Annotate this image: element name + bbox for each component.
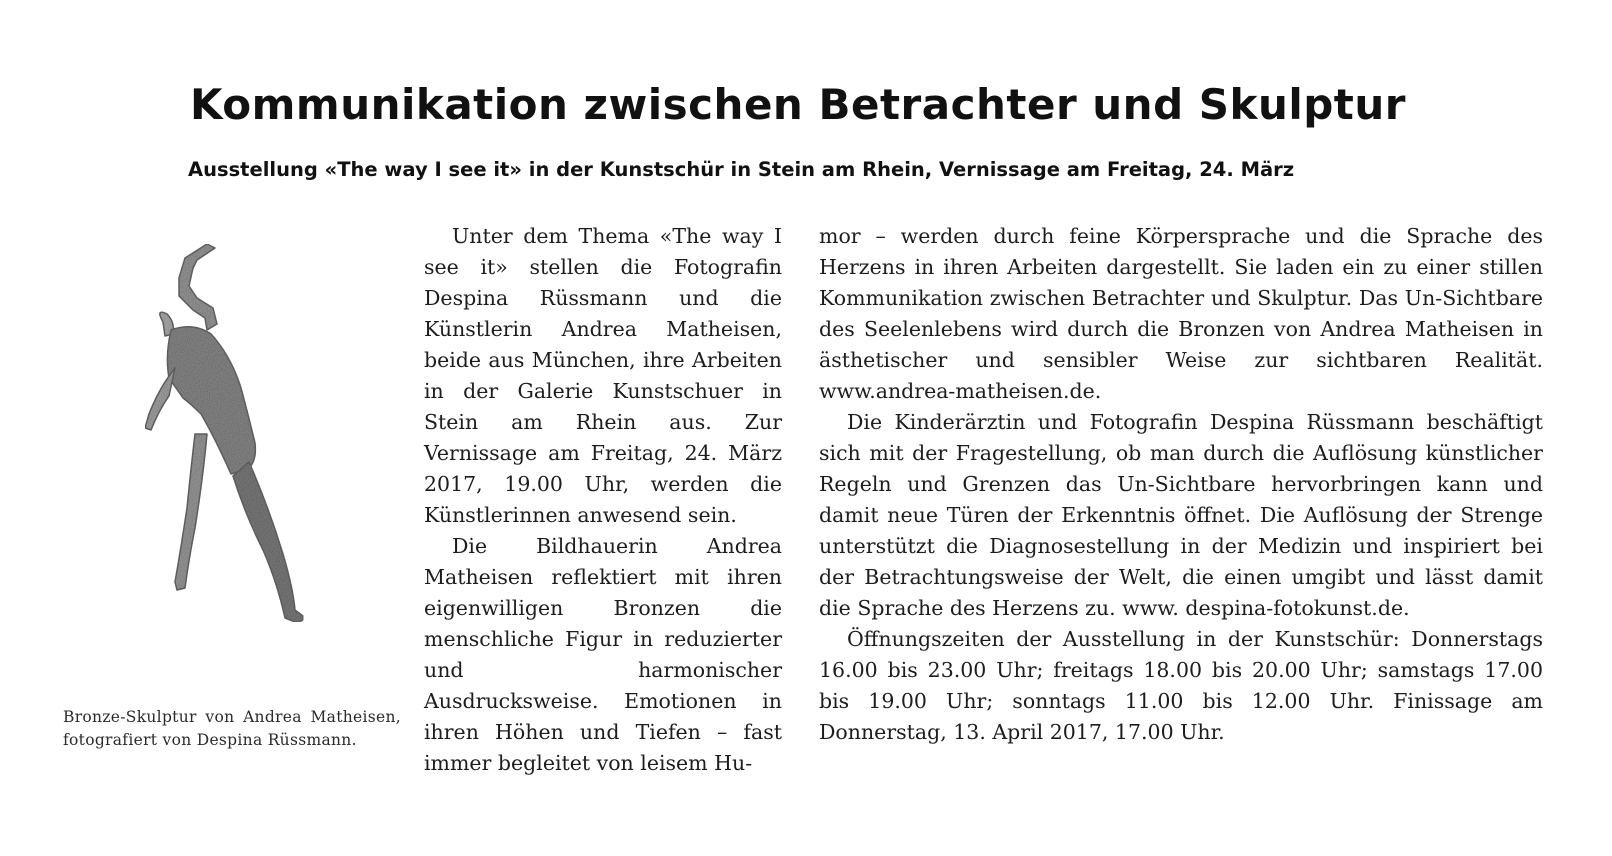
bronze-sculpture-photo — [145, 238, 345, 648]
sculpture-image — [145, 238, 345, 648]
image-caption: Bronze-Skulptur von Andrea Matheisen, fotografiert von Despina Rüssmann. — [63, 708, 401, 749]
paragraph: Die Kinderärztin und Fotografin Despina Rüssmann beschäftigt sich mit der Fragestellung, ob man durch die Auflösung künstlicher Regeln und Grenzen das Un-Sichtbare hervorbringen kann und damit neue Türen der Erkenntnis öffnet. Die Auflösung der Strenge unterstützt die Diagnosestellung in der Medizin und inspiriert bei der Betrachtungsweise der Welt, die einen umgibt und lässt damit die Sprache des Herzens zu. www. despina-fotokunst.de. — [819, 410, 1543, 620]
headline: Kommunikation zwischen Betrachter und Skulptur — [190, 80, 1407, 129]
paragraph: mor – werden durch feine Körpersprache und die Sprache des Herzens in ihren Arbeiten dargestellt. Sie laden ein zu einer stillen Kommunikation zwischen Betrachter und Skulptur. Das Un-Sichtbare des Seelenlebens wird durch die Bronzen von Andrea Matheisen in ästhetischer und sensibler Weise zur sichtbaren Realität. www.andrea-matheisen.de. — [819, 224, 1543, 403]
subheadline: Ausstellung «The way I see it» in der Kunstschür in Stein am Rhein, Vernissage am Freitag, 24. März — [188, 158, 1295, 181]
paragraph: Die Bildhauerin Andrea Matheisen reflektiert mit ihren eigenwilligen Bronzen die menschliche Figur in reduzierter und harmonischer Ausdrucksweise. Emotionen in ihren Höhen und Tiefen – fast immer begleitet von leisem Hu- — [424, 534, 782, 775]
paragraph: Öffnungszeiten der Ausstellung in der Kunstschür: Donnerstags 16.00 bis 23.00 Uhr; freitags 18.00 bis 20.00 Uhr; samstags 17.00 bis 19.00 Uhr; sonntags 11.00 bis 12.00 Uhr. Finissage am Donnerstag, 13. April 2017, 17.00 Uhr. — [819, 627, 1543, 744]
article-column-2 — [819, 221, 1543, 748]
article-column-1 — [424, 221, 782, 779]
paragraph: Unter dem Thema «The way I see it» stellen die Fotografin Despina Rüssmann und die Künstlerin Andrea Matheisen, beide aus München, ihre Arbeiten in der Galerie Kunstschuer in Stein am Rhein aus. Zur Vernissage am Freitag, 24. März 2017, 19.00 Uhr, werden die Künstlerinnen anwesend sein. — [424, 224, 782, 527]
